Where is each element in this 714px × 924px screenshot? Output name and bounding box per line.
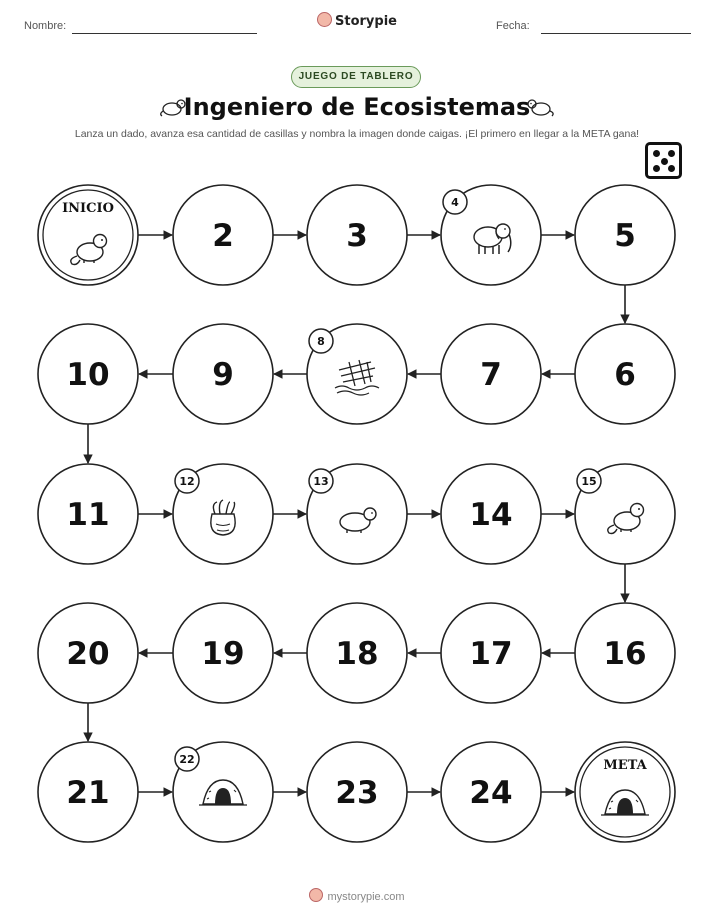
cell-number: 20 (66, 636, 110, 672)
brand-name: Storypie (335, 14, 397, 29)
board-cell-21 (38, 742, 138, 842)
cell-number: 11 (66, 497, 110, 533)
cell-number-badge: 8 (317, 335, 325, 348)
board-cell-1 (38, 185, 138, 285)
cell-number: 5 (614, 218, 636, 254)
board-cell-4 (441, 185, 541, 285)
board-cell-13 (307, 464, 407, 564)
board-cell-5 (575, 185, 675, 285)
board-cell-22 (173, 742, 273, 842)
cell-number: 18 (335, 636, 379, 672)
board-cell-8 (307, 324, 407, 424)
cell-number-badge: 12 (179, 475, 195, 488)
board-cell-2 (173, 185, 273, 285)
board-cell-12 (173, 464, 273, 564)
cell-number: 23 (335, 775, 379, 811)
name-label: Nombre: (24, 20, 67, 32)
cell-number: 19 (201, 636, 245, 672)
cell-number: 2 (212, 218, 234, 254)
board-cell-17 (441, 603, 541, 703)
board-cell-23 (307, 742, 407, 842)
start-label: INICIO (62, 201, 114, 216)
board-cell-24 (441, 742, 541, 842)
board-cell-3 (307, 185, 407, 285)
board-cell-7 (441, 324, 541, 424)
storypie-logo-icon (309, 888, 323, 902)
footer (0, 888, 714, 903)
board-cell-6 (575, 324, 675, 424)
cell-number: 24 (469, 775, 513, 811)
cell-number: 10 (66, 357, 110, 393)
footer-url[interactable]: mystorypie.com (327, 891, 405, 903)
cell-number: 21 (66, 775, 110, 811)
board-cell-16 (575, 603, 675, 703)
board-cell-15 (575, 464, 675, 564)
board-cell-10 (38, 324, 138, 424)
cell-number: 16 (603, 636, 647, 672)
cell-number: 7 (480, 357, 502, 393)
cell-number: 14 (469, 497, 513, 533)
game-type-badge: JUEGO DE TABLERO (291, 66, 421, 88)
instructions: Lanza un dado, avanza esa cantidad de casillas y nombra la imagen donde caigas. ¡El primero en llegar a la META gana! (74, 128, 640, 140)
cell-number-badge: 4 (451, 196, 459, 209)
cell-number: 9 (212, 357, 234, 393)
cell-number: 3 (346, 218, 368, 254)
cell-number: 6 (614, 357, 636, 393)
board-cell-11 (38, 464, 138, 564)
board-cell-25 (575, 742, 675, 842)
cell-number: 17 (469, 636, 513, 672)
end-label: META (603, 758, 647, 773)
cell-number-badge: 22 (179, 753, 195, 766)
board-cell-18 (307, 603, 407, 703)
board-cell-20 (38, 603, 138, 703)
cell-number-badge: 15 (581, 475, 597, 488)
board-cell-9 (173, 324, 273, 424)
cell-number-badge: 13 (313, 475, 329, 488)
board-cell-14 (441, 464, 541, 564)
page-title: Ingeniero de Ecosistemas (183, 93, 531, 121)
date-label: Fecha: (496, 20, 530, 32)
board-cell-19 (173, 603, 273, 703)
